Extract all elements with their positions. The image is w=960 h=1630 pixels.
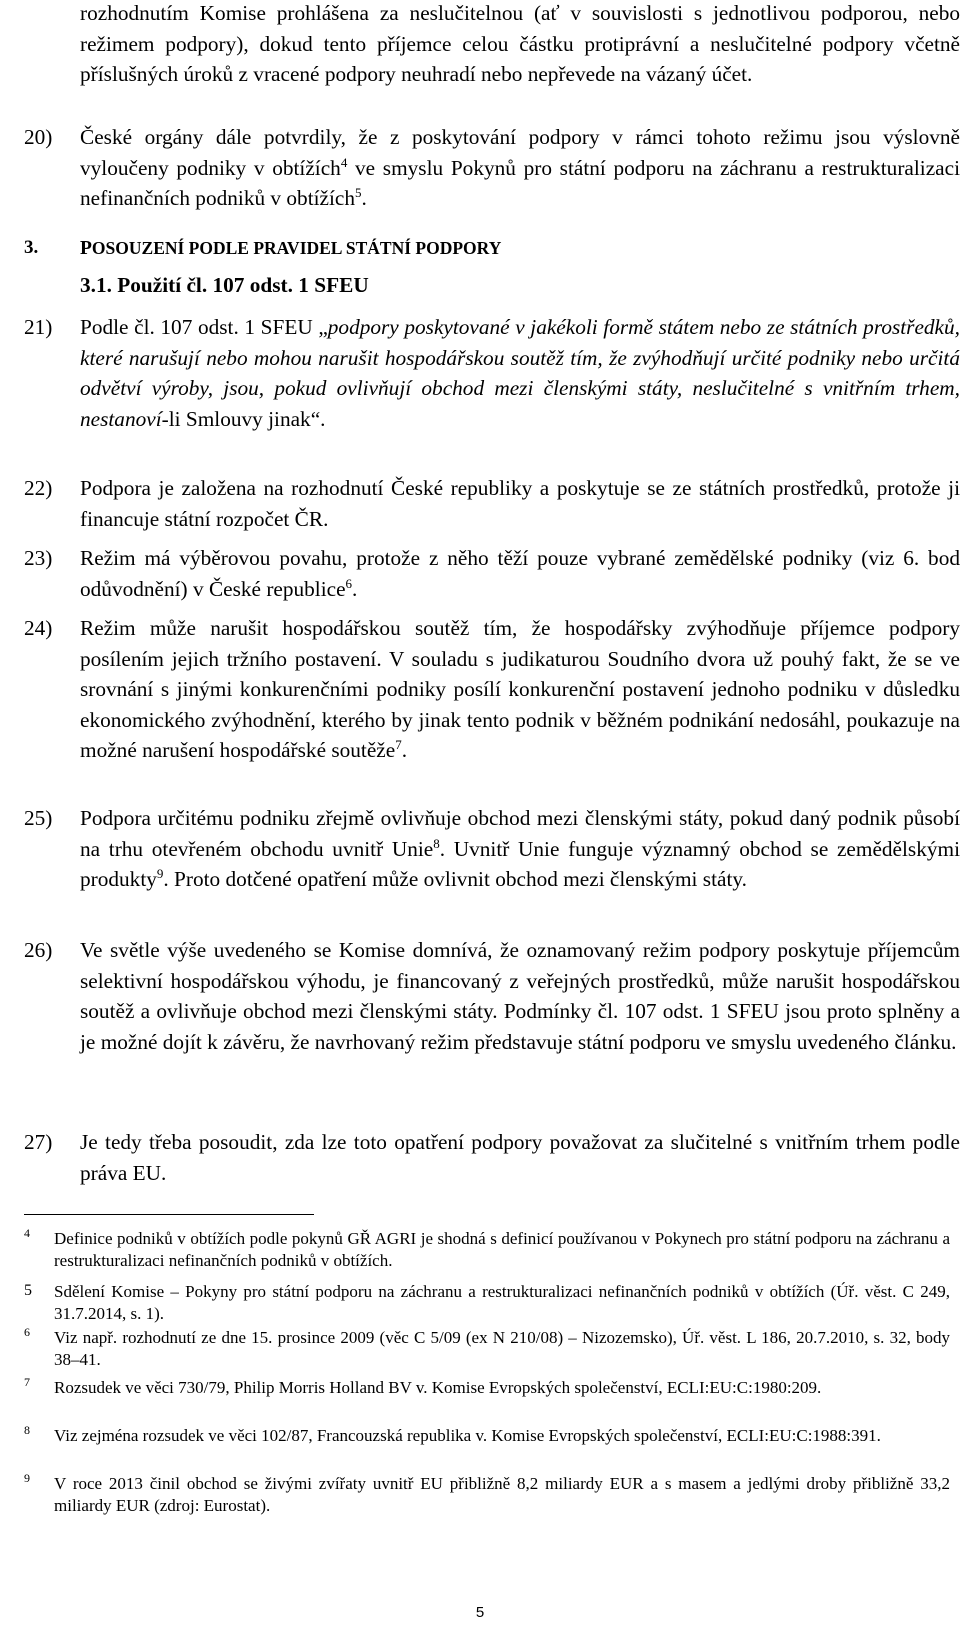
section-heading (24, 237, 501, 260)
footnote-number: 7 (24, 1375, 30, 1389)
page-number: 5 (475, 1604, 485, 1621)
footnote-5 (24, 1281, 960, 1324)
footnote-number: 5 (24, 1282, 32, 1299)
paragraph-text: Ve světle výše uvedeného se Komise domnívá, že oznamovaný režim podpory poskytuje příjemcům selektivní hospodářskou výhodu, je financovaný z veřejných prostředků, může narušit hospodářskou soutěž a ovlivňuje obchod mezi členskými státy. Podmínky čl. 107 odst. 1 SFEU jsou proto splněny a je možné dojít k závěru, že navrhovaný režim představuje státní podporu ve smyslu uvedeného článku. (80, 938, 960, 1054)
footnote-ref[interactable]: 4 (340, 154, 348, 170)
text-segment: . (352, 576, 358, 601)
paragraph-27 (24, 1127, 960, 1188)
text-segment: Režim má výběrovou povahu, protože z něho těží pouze vybrané zemědělské podniky (viz 6. bod odůvodnění) v České republice (80, 546, 960, 601)
section-title-rest: OSOUZENÍ PODLE PRAVIDEL STÁTNÍ PODPORY (91, 238, 502, 258)
footnote-text: Viz zejména rozsudek ve věci 102/87, Francouzská republika v. Komise Evropských společenství, ECLI:EU:C:1988:391. (54, 1426, 881, 1445)
footnote-ref[interactable]: 5 (355, 185, 362, 201)
paragraph-number: 20) (24, 125, 53, 149)
footnote-separator (24, 1214, 314, 1215)
footnote-text: Sdělení Komise – Pokyny pro státní podporu na záchranu a restrukturalizaci nefinančních podniků v obtížích (Úř. věst. C 249, 31.7.2014, s. 1). (54, 1282, 950, 1323)
text-segment: . (361, 186, 367, 211)
paragraph-text (80, 613, 960, 766)
paragraph-text (80, 543, 960, 604)
footnote-text: V roce 2013 činil obchod se živými zvířaty uvnitř EU přibližně 8,2 miliardy EUR a s masem a jedlými droby přibližně 33,2 miliardy EUR (zdroj: Eurostat). (54, 1474, 950, 1515)
paragraph-21 (24, 312, 960, 434)
footnote-text: Rozsudek ve věci 730/79, Philip Morris Holland BV v. Komise Evropských společenství, ECLI:EU:C:1980:209. (54, 1378, 822, 1397)
text-segment: Podle čl. 107 odst. 1 SFEU „ (80, 315, 328, 339)
footnote-text: Definice podniků v obtížích podle pokynů GŘ AGRI je shodná s definicí používanou v Pokynech pro státní podporu na záchranu a restrukturalizaci nefinančních podniků v obtížích. (54, 1229, 950, 1270)
intro-paragraph (80, 0, 960, 90)
paragraph-20 (24, 122, 960, 214)
footnote-ref[interactable]: 7 (395, 737, 402, 753)
paragraph-26 (24, 935, 960, 1057)
paragraph-text: Podpora je založena na rozhodnutí České republiky a poskytuje se ze státních prostředků, protože ji financuje státní rozpočet ČR. (80, 476, 960, 531)
footnote-7 (24, 1377, 960, 1399)
text-segment: . Proto dotčené opatření může ovlivnit obchod mezi členskými státy. (163, 867, 747, 892)
text-segment: Režim může narušit hospodářskou soutěž tím, že hospodářsky zvýhodňuje příjemce podpory posílením jejich tržního postavení. V souladu s judikaturou Soudního dvora už pouhý fakt, že se ve srovnání s jinými konkurenčními podniky posílí konkurenční postavení jednoho podniku v důsledku ekonomického zvýhodnění, kterého by jinak tento podnik v běžném podnikání nedosáhl, poukazuje na možné narušení hospodářské soutěže (80, 616, 960, 763)
footnote-number: 8 (24, 1423, 30, 1437)
footnote-text: Viz např. rozhodnutí ze dne 15. prosince 2009 (věc C 5/09 (ex N 210/08) – Nizozemsko), Úř. věst. L 186, 20.7.2010, s. 32, body 38–41. (54, 1328, 950, 1369)
paragraph-25 (24, 803, 960, 895)
paragraph-number: 21) (24, 315, 53, 339)
paragraph-22 (24, 473, 960, 534)
paragraph-text (80, 803, 960, 895)
paragraph-23 (24, 543, 960, 604)
intro-text: rozhodnutím Komise prohlášena za neslučitelnou (ať v souvislosti s jednotlivou podporou, nebo režimem podpory), dokud tento příjemce celou částku protiprávní a neslučitelné podpory včetně příslušných úroků z vracené podpory neuhradí nebo nepřevede na vázaný účet. (80, 1, 960, 87)
section-title (80, 237, 501, 260)
paragraph-number: 26) (24, 938, 53, 962)
footnote-ref[interactable]: 6 (345, 575, 353, 591)
text-segment: . (401, 738, 408, 763)
footnote-ref[interactable]: 9 (156, 866, 164, 882)
text-segment: Podpora určitému podniku zřejmě ovlivňuje obchod mezi členskými státy, pokud daný podnik působí na trhu otevřeném obchodu uvnitř Unie (80, 806, 960, 861)
paragraph-number: 25) (24, 806, 53, 830)
paragraph-24 (24, 613, 960, 766)
footnote-number: 9 (24, 1471, 30, 1485)
paragraph-number: 22) (24, 476, 53, 500)
text-segment: . Uvnitř Unie funguje významný obchod se zemědělskými produkty (80, 836, 960, 892)
footnote-8 (24, 1425, 960, 1447)
footnote-4 (24, 1228, 960, 1271)
text-segment: -li Smlouvy jinak“. (161, 406, 326, 431)
footnote-6 (24, 1327, 960, 1370)
text-segment: České orgány dále potvrdily, že z poskytování podpory v rámci tohoto režimu jsou výslovně vyloučeny podniky v obtížích (80, 125, 960, 180)
footnote-9 (24, 1473, 960, 1516)
quoted-text: podpory poskytované v jakékoli formě státem nebo ze státních prostředků, které narušují nebo mohou narušit hospodářskou soutěž tím, že zvýhodňují určité podniky nebo určitá odvětví výroby, jsou, pokud ovlivňují obchod mezi členskými státy, neslučitelné s vnitřním trhem, nestanoví (80, 315, 960, 431)
paragraph-text (80, 122, 960, 214)
footnote-ref[interactable]: 8 (433, 835, 440, 851)
footnote-number: 6 (24, 1325, 30, 1339)
section-number: 3. (24, 237, 39, 258)
paragraph-number: 23) (24, 546, 53, 570)
text-segment: ve smyslu Pokynů pro státní podporu na záchranu a restrukturalizaci nefinančních podniků v obtížích (80, 155, 960, 211)
subsection-heading: 3.1. Použití čl. 107 odst. 1 SFEU (80, 273, 369, 297)
paragraph-text: Je tedy třeba posoudit, zda lze toto opatření podpory považovat za slučitelné s vnitřním trhem podle práva EU. (80, 1130, 960, 1185)
paragraph-number: 27) (24, 1130, 53, 1154)
footnote-number: 4 (24, 1226, 30, 1240)
paragraph-number: 24) (24, 616, 53, 640)
paragraph-text (80, 312, 960, 434)
section-title-cap: P (80, 238, 92, 259)
